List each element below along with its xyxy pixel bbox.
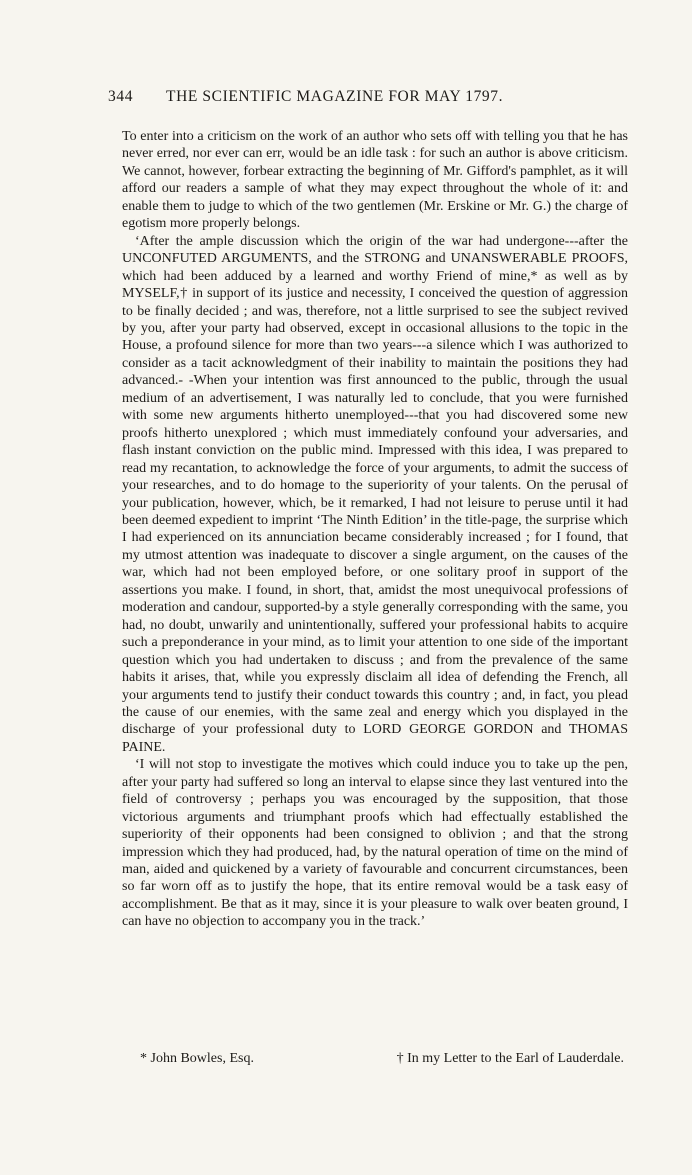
footnote-star: * John Bowles, Esq. xyxy=(140,1051,254,1066)
paragraph-intro: To enter into a criticism on the work of an author who sets off with telling you that he has never erred, nor ever can err, would be an idle task : for such an author is above criticism. We cannot, however, forbear extracting the beginning of Mr. Gifford's pamphlet, as it will afford our readers a sample of what they may expect throughout the whole of it: and enable them to judge to which of the two gentlemen (Mr. Erskine or Mr. G.) the charge of egotism more properly belongs. xyxy=(122,129,628,232)
running-header xyxy=(108,88,628,106)
footnotes xyxy=(140,1051,628,1067)
footnote-dagger: † In my Letter to the Earl of Lauderdale. xyxy=(396,1051,624,1066)
paragraph-quote-2: ‘I will not stop to investigate the motives which could induce you to take up the pen, after your party had suffered so long an interval to elapse since they last ventured into the field of controversy ; perhaps you was encouraged by the supposition, that those victorious arguments and triumphant proofs which had effectually established the superiority of their opponents had been consigned to oblivion ; and that the strong impression which they had produced, had, by the natural operation of time on the mind of man, aided and quickened by a variety of favourable and concurrent circumstances, been so far worn off as to justify the hope, that its entire removal would be a task easy of accomplishment. Be that as it may, since it is your pleasure to walk over beaten ground, I can have no objection to accompany you in the track.’ xyxy=(122,757,628,930)
paragraph-quote-1: ‘After the ample discussion which the origin of the war had undergone---after the UNCONFUTED ARGUMENTS, and the STRONG and UNANSWERABLE PROOFS, which had been adduced by a learned and worthy Friend of mine,* as well as by MYSELF,† in support of its justice and necessity, I conceived the question of aggression to be finally decided ; and was, therefore, not a little surprised to see the subject revived by you, after your party had observed, except in occasional allusions to the topic in the House, a profound silence for more than two years---a silence which I was authorized to consider as a tacit acknowledgment of their inability to maintain the positions they had advanced.- -When your intention was first announced to the public, through the usual medium of an advertisement, I was naturally led to conclude, that you were furnished with some new arguments hitherto unemployed---that you had discovered some new proofs hitherto unexplored ; which must immediately confound your adversaries, and flash instant conviction on the public mind. Impressed with this idea, I was prepared to read my recantation, to acknowledge the force of your arguments, to admit the success of your researches, and to do homage to the superiority of your talents. On the perusal of your publication, however, which, be it remarked, I had not leisure to peruse until it had been deemed expedient to imprint ‘The Ninth Edition’ in the title-page, the surprise which I had experienced on its annunciation became considerably increased ; for I found, that my utmost attention was inadequate to discover a single argument, on the causes of the war, which had not been employed before, or one solitary proof in support of the assertions you make. I found, in short, that, amidst the most unequivocal professions of moderation and candour, supported-by a style generally corresponding with the same, you had, no doubt, unwarily and unintentionally, suffered your professional habits to acquire such a preponderance in your mind, as to limit your attention to one side of the important question which you had undertaken to discuss ; and from the prevalence of the same habits it arises, that, while you expressly disclaim all idea of defending the French, all your arguments tend to justify their conduct towards this country ; and, in fact, you plead the cause of our enemies, with the same zeal and energy which you displayed in the discharge of your professional duty to LORD GEORGE GORDON and THOMAS PAINE. xyxy=(122,233,628,755)
page-number: 344 xyxy=(108,88,134,105)
article-body xyxy=(122,128,628,931)
running-title: THE SCIENTIFIC MAGAZINE FOR MAY 1797. xyxy=(166,88,504,105)
